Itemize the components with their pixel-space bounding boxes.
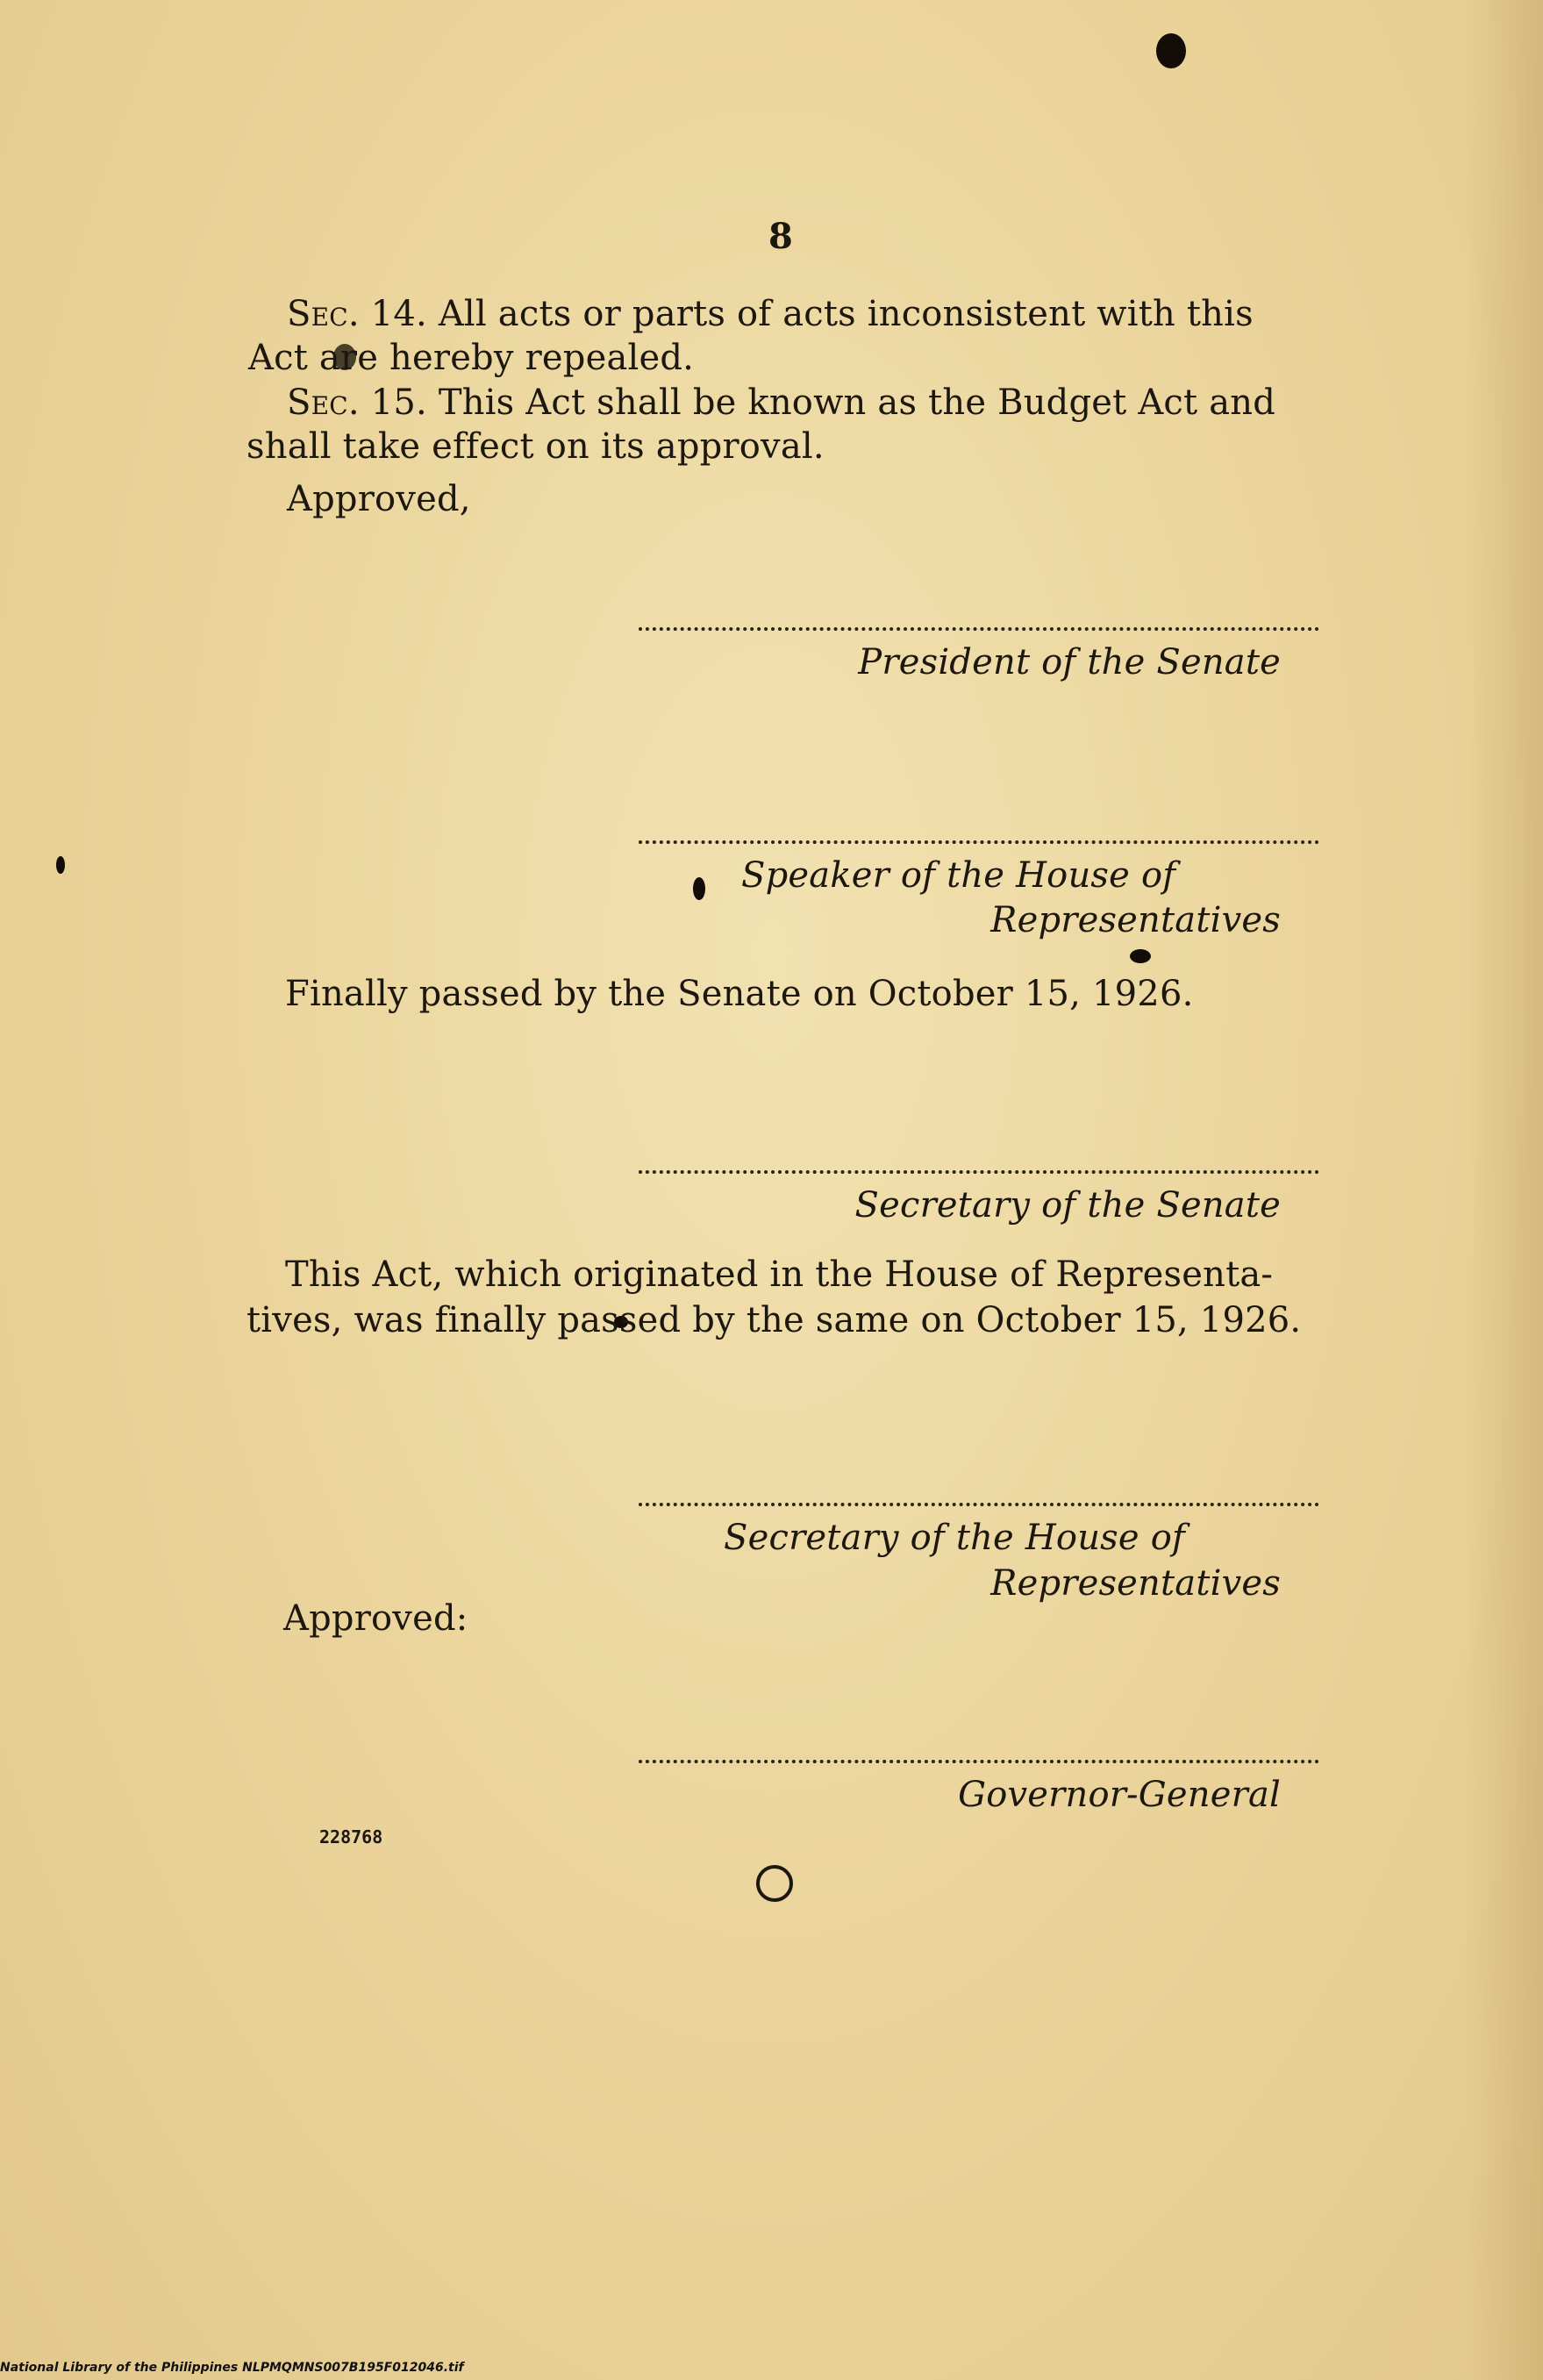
section-label: Sec.: [287, 294, 360, 334]
archive-footer: National Library of the Philippines NLPMQMNS007B195F012046.tif: [0, 2361, 464, 2375]
section-text: 15. This Act shall be known as the Budget Act and: [359, 382, 1276, 423]
page-number: 8: [768, 216, 794, 257]
governor-title: Governor-General: [958, 1775, 1281, 1815]
speaker-title-line2: Representatives: [990, 900, 1281, 940]
secretary-senate-title: Secretary of the Senate: [854, 1185, 1281, 1226]
house-passed-line2: tives, was finally passed by the same on October 15, 1926.: [246, 1300, 1302, 1340]
approved-label: Approved,: [287, 479, 471, 519]
president-title: President of the Senate: [858, 642, 1281, 683]
secretary-house-title-line1: Secretary of the House of: [724, 1518, 1185, 1558]
signature-line-president: [639, 627, 1319, 631]
signature-line-secretary-house: [639, 1503, 1319, 1506]
print-number: 228768: [319, 1826, 383, 1848]
secretary-house-title-line2: Representatives: [990, 1563, 1281, 1604]
section-text: 14. All acts or parts of acts inconsistent with this: [359, 294, 1254, 334]
senate-passed-text: Finally passed by the Senate on October 15, 1926.: [285, 974, 1194, 1014]
signature-line-governor: [639, 1760, 1319, 1763]
signature-line-secretary-senate: [639, 1170, 1319, 1174]
section-label: Sec.: [287, 382, 360, 423]
ink-blot: [1156, 33, 1186, 68]
speaker-title-line1: Speaker of the House of: [741, 855, 1176, 896]
ink-blot: [56, 856, 65, 874]
paper-edge-shadow: [1464, 0, 1543, 2380]
ink-blot: [693, 877, 705, 900]
house-passed-line1: This Act, which originated in the House of Representa-: [285, 1254, 1274, 1295]
ink-blot: [1130, 949, 1151, 963]
section-15-line1: [287, 381, 1275, 425]
approved-label-2: Approved:: [283, 1598, 468, 1639]
circle-ornament: [756, 1865, 793, 1902]
section-14-line1: [287, 292, 1254, 336]
section-15-line2: shall take effect on its approval.: [246, 426, 825, 467]
section-14-line2: Act are hereby repealed.: [248, 338, 695, 378]
signature-line-speaker: [639, 840, 1319, 844]
